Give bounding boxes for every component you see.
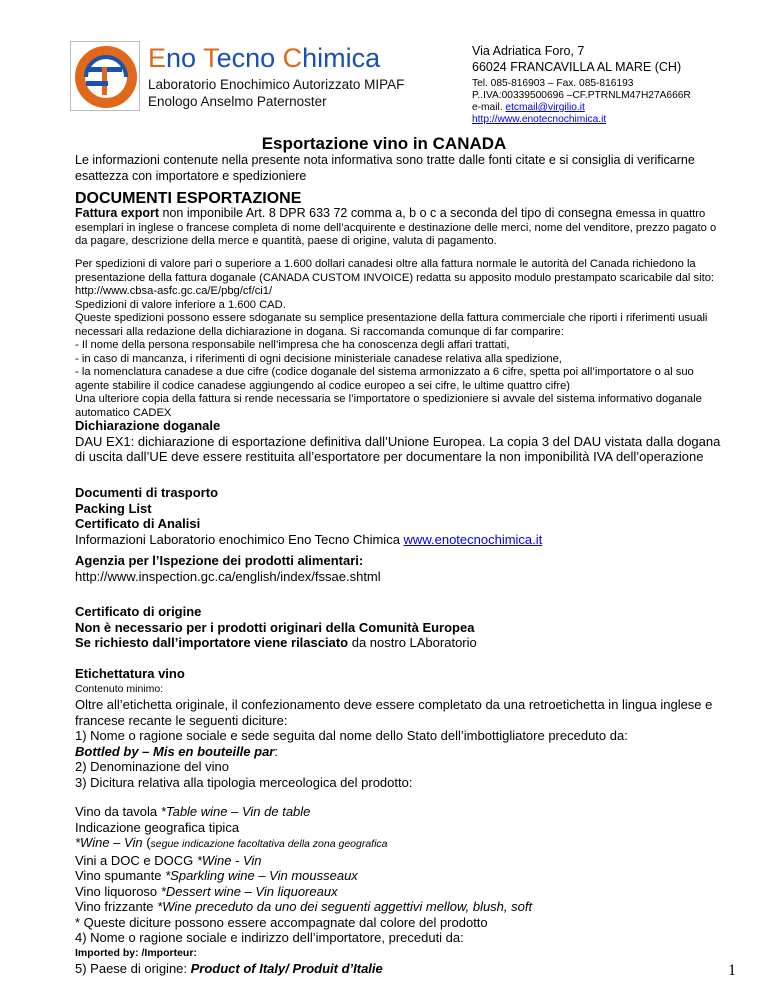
trasporto-link[interactable]: www.enotecnochimica.it <box>403 531 543 547</box>
origine-line-2 <box>75 635 725 651</box>
page-number: 1 <box>728 962 736 979</box>
wine-type-note: * Queste diciture possono essere accompagnate dal colore del prodotto <box>75 914 488 930</box>
packing-list: Packing List <box>75 500 152 516</box>
spedizioni-paragraph: Per spedizioni di valore pari o superiore a 1.600 dollari canadesi oltre alla fattura normale le autorità del Canada richiedono la presentazione della fattura doganale (CANADA CUSTOM INVOICE) redatta su apposito modulo prestampato scaricabile dal sito: http://www.cbsa-asfc.gc.ca/E/pbg/cf/ci1/ Spedizioni di valore inferiore a 1.600 CAD. Queste spedizioni possono essere sdoganate su semplice presentazione della fattura commerciale che riporti i riferimenti usuali necessari alla redazione della dichiarazione in dogana. Si raccomanda comunque di far comparire: - Il nome della persona responsabile nell’impresa che ha conoscenza degli affari trattati, - in caso di mancanza, i riferimenti di ogni decisione ministeriale canadese relativa alla spedizione, - la nomenclatura canadese a due cifre (codice doganale del sistema armonizzato a 6 cifre, spetta poi all’importatore o al suo agente stabilire il codice canadese aggiungendo al codice europeo a sei cifre, le ultime quattro cifre) Una ulteriore copia della fattura si rende necessaria se l’importatore o spedizioniere si avvale del sistema informativo doganale automatico CADEX <box>75 258 715 419</box>
etichettatura-heading: Etichettatura vino <box>75 666 185 681</box>
wine-type-5 <box>75 868 725 884</box>
address-block <box>472 43 681 75</box>
trasporto-info-text: Informazioni Laboratorio enochimico Eno Tecno Chimica <box>75 531 404 547</box>
wine-type-1-en: *Table wine – Vin de table <box>160 804 311 819</box>
trasporto-info <box>75 532 725 548</box>
section-heading: DOCUMENTI ESPORTAZIONE <box>75 190 302 207</box>
brand-c-rest: himica <box>302 43 381 73</box>
fattura-lead-bold: Fattura export <box>75 206 160 220</box>
origine-line-1: Non è necessario per i prodotti originari della Comunità Europea <box>75 619 475 635</box>
etichettatura-sub: Contenuto minimo: <box>75 682 164 695</box>
lab-line-1: Laboratorio Enochimico Autorizzato MIPAF <box>148 77 405 92</box>
etichettatura-item-1-bi: Bottled by – Mis en bouteille par: <box>75 743 278 759</box>
wine-type-3-note: segue indicazione facoltativa della zona geografica <box>150 838 388 850</box>
wine-type-4-en: *Wine - Vin <box>196 852 262 868</box>
dichiarazione-text: DAU EX1: dichiarazione di esportazione definitiva dall’Unione Europea. La copia 3 del DAU vistata dalla dogana di uscita dall’UE deve essere restituita all’esportatore per documentare la non imponibilità IVA dell’operazione <box>75 433 721 464</box>
dichiarazione-block <box>75 418 725 465</box>
wine-type-6-it: Vino liquoroso <box>75 883 161 899</box>
brand-initial-e: E <box>148 43 167 73</box>
product-of-italy: Product of Italy/ Produit d’Italie <box>190 961 383 976</box>
vat-code: P..IVA:00339500696 –CF.PTRNLM47H27A666R <box>472 90 691 101</box>
email-line <box>472 102 691 114</box>
wine-type-7-en: *Wine preceduto da uno dei seguenti aggettivi mellow, blush, soft <box>157 899 533 914</box>
address-line-2: 66024 FRANCAVILLA AL MARE (CH) <box>472 60 682 74</box>
agenzia-heading: Agenzia per l’Ispezione dei prodotti alimentari: <box>75 553 364 568</box>
origine-line-2-bold: Se richiesto dall’importatore viene rilasciato <box>75 635 349 650</box>
wine-type-7 <box>75 899 725 915</box>
fattura-lead-small: messa in quattro esemplari in inglese o francese completa di nome dell’acquirente e destinazione delle merci, nome del venditore, prezzo pagato o da pagare, descrizione della merce e quantità, paese di origine, valuta di pagamento. <box>75 208 717 247</box>
wine-type-6-en: *Dessert wine – Vin liquoreaux <box>160 883 338 899</box>
brand-initial-c: C <box>282 43 303 73</box>
address-line-1: Via Adriatica Foro, 7 <box>472 44 585 58</box>
wine-type-3-en: *Wine – Vin <box>75 835 143 850</box>
wine-type-1-it: Vino da tavola <box>75 804 161 819</box>
brand-e-rest: no <box>166 43 204 73</box>
trasporto-heading: Documenti di trasporto <box>75 485 219 500</box>
etichettatura-item-2: 2) Denominazione del vino <box>75 759 229 774</box>
origine-heading: Certificato di origine <box>75 604 202 619</box>
certificato-analisi: Certificato di Analisi <box>75 516 201 531</box>
etichettatura-item-3: 3) Dicitura relativa alla tipologia merceologica del prodotto: <box>75 774 413 790</box>
email-link[interactable]: etcmail@virgilio.it <box>505 102 585 113</box>
agenzia-url: http://www.inspection.gc.ca/english/index/fssae.shtml <box>75 568 381 584</box>
wine-type-5-en: *Sparkling wine – Vin mousseaux <box>165 868 358 883</box>
etichettatura-block <box>75 666 725 977</box>
contact-block <box>472 78 691 126</box>
dichiarazione-heading: Dichiarazione doganale <box>75 418 221 433</box>
tel-fax: Tel. 085-816903 – Fax. 085-816193 <box>472 78 634 89</box>
fattura-lead-rest: non imponibile Art. 8 DPR 633 72 comma a, b o c a seconda del tipo di consegna e <box>159 206 623 220</box>
agenzia-block <box>75 553 725 584</box>
etichettatura-item-1: 1) Nome o ragione sociale e sede seguita dal nome dello Stato dell’imbottigliatore preceduto da: <box>75 728 628 743</box>
etichettatura-p1: Oltre all’etichetta originale, il confezionamento deve essere completato da una retroetichetta in lingua inglese e francese recante le seguenti diciture: <box>75 697 713 728</box>
wine-type-3-paren: ( <box>142 835 151 850</box>
wine-type-1 <box>75 804 725 820</box>
brand-t-rest: ecno <box>216 43 283 73</box>
email-prefix: e-mail. <box>472 102 506 113</box>
wine-type-3 <box>75 835 725 853</box>
bottled-by: Bottled by – Mis en bouteille par <box>75 743 275 759</box>
wine-type-7-it: Vino frizzante <box>75 899 158 914</box>
brand-name <box>148 42 380 74</box>
wine-type-5-it: Vino spumante <box>75 868 166 883</box>
etichettatura-item-5 <box>75 961 725 977</box>
wine-type-4 <box>75 853 725 869</box>
origin-label: 5) Paese di origine: <box>75 961 191 976</box>
website-link[interactable]: http://www.enotecnochimica.it <box>472 114 607 125</box>
page-title: Esportazione vino in CANADA <box>261 134 507 153</box>
intro-paragraph: Le informazioni contenute nella presente nota informativa sono tratte dalle fonti citate e si consiglia di verificarne esattezza con importatore e spedizioniere <box>75 153 695 183</box>
wine-type-4-it: Vini a DOC e DOCG <box>75 852 197 868</box>
imported-by: Imported by: /Importeur: <box>75 946 197 959</box>
origine-line-2-rest: da nostro LAboratorio <box>348 635 477 650</box>
lab-info <box>148 76 404 110</box>
wine-type-2: Indicazione geografica tipica <box>75 819 240 835</box>
lab-line-2: Enologo Anselmo Paternoster <box>148 94 327 109</box>
etichettatura-item-4: 4) Nome o ragione sociale e indirizzo dell’importatore, preceduti da: <box>75 930 464 945</box>
wine-type-6 <box>75 884 725 900</box>
trasporto-block <box>75 485 725 547</box>
fattura-paragraph <box>75 207 725 249</box>
company-logo <box>70 41 140 111</box>
origine-block <box>75 604 725 651</box>
brand-initial-t: T <box>203 43 217 73</box>
